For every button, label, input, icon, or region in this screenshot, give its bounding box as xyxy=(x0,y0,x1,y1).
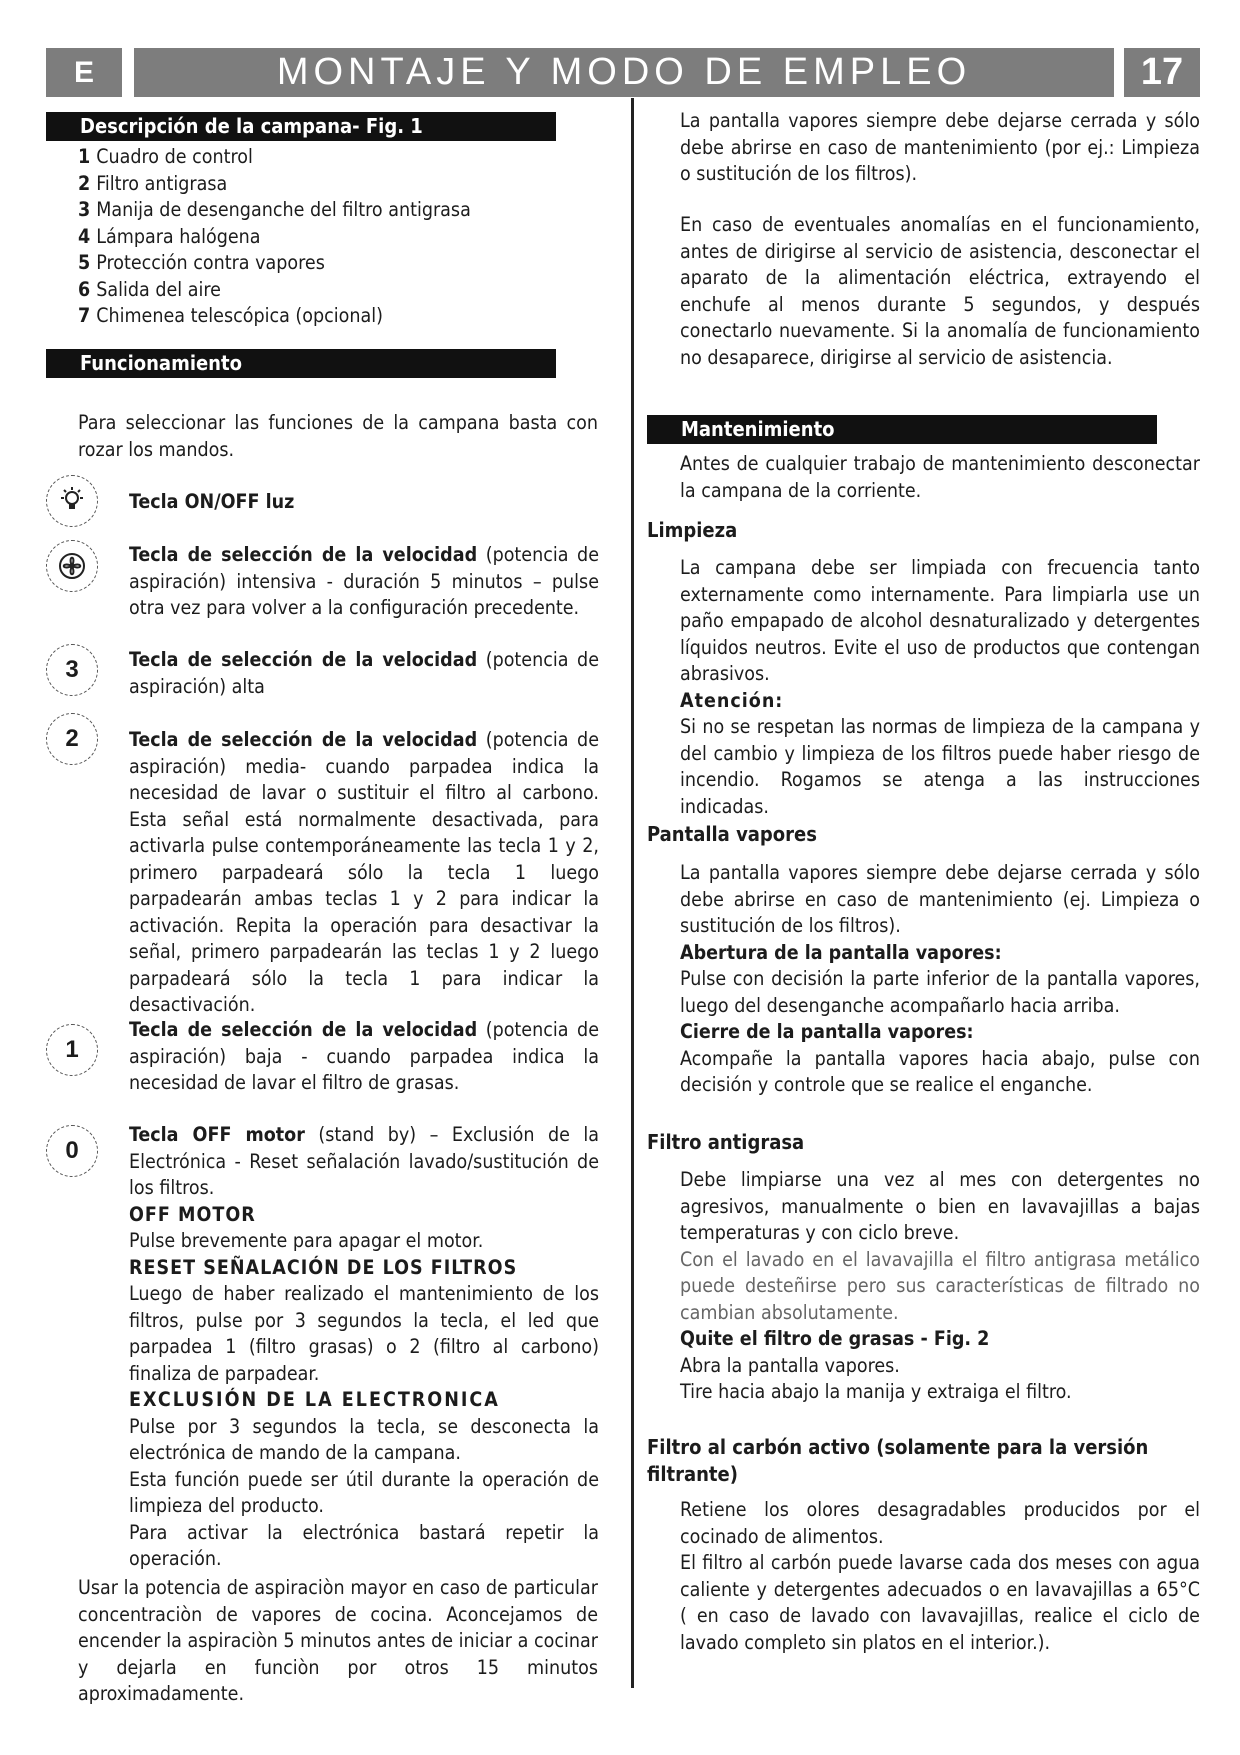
maint-text: Antes de cualquier trabajo de mantenimiento desconectar la campana de la corriente. xyxy=(680,452,1200,502)
list-item: 6 Salida del aire xyxy=(78,277,221,301)
list-item: 7 Chimenea telescópica (opcional) xyxy=(78,304,383,327)
anomalia-note: En caso de eventuales anomalías en el funcionamiento, antes de dirigirse al servicio de asistencia, desconectar el aparato de la alimentación eléctrica, extrayendo el enchufe al menos durante 5 segundos, y después conectarlo nuevamente. Si la anomalía de funcionamiento no desaparece, dirigirse al servicio de asistencia. xyxy=(680,213,1200,369)
section-bar-descripcion: Descripción de la campana- Fig. 1 xyxy=(46,112,556,141)
limpieza-block xyxy=(680,555,1200,820)
key1-desc: Tecla de selección de la velocidad (potencia de aspiración) baja - cuando parpadea indica la necesidad de lavar el filtro de grasas. xyxy=(129,1018,599,1094)
list-item: 3 Manija de desenganche del filtro antigrasa xyxy=(78,198,471,221)
carbon-text-1: Retiene los olores desagradables producidos por el cocinado de alimentos. xyxy=(680,1498,1200,1548)
limpieza-text: La campana debe ser limpiada con frecuencia tanto externamente como internamente. Para limpiarla use un paño empapado de alcohol desnaturalizado y detergentes líquidos neutros. Evite el uso de productos que contengan abrasivos. xyxy=(680,556,1200,685)
parts-list xyxy=(78,144,578,330)
column-divider xyxy=(631,98,634,1688)
filtro-text-2: Con el lavado en el lavavajilla el filtro antigrasa metálico puede desteñirse pero sus características de filtrado no cambian absolutamente. xyxy=(680,1247,1200,1324)
exclusion-text-3: Para activar la electrónica bastará repetir la operación. xyxy=(129,1520,599,1570)
exclusion-text-1: Pulse por 3 segundos la tecla, se desconecta la electrónica de mando de la campana. xyxy=(129,1414,599,1464)
speed-2-icon: 2 xyxy=(46,713,98,765)
key0-block xyxy=(129,1122,599,1573)
fan-icon xyxy=(46,540,98,592)
carbon-text-2: El filtro al carbón puede lavarse cada dos meses con agua caliente y detergentes adecuados o en lavavajillas a 65°C ( en caso de lavado con lavavajillas, realice el ciclo de lavado completo sin platos en el interior.). xyxy=(680,1551,1200,1654)
closing-paragraph: Usar la potencia de aspiraciòn mayor en caso de particular concentraciòn de vapores de cocina. Aconcejamos de encender la aspiraciòn 5 minutos antes de iniciar a cocinar y dejarla en funciòn por otros 15 minutos aproximadamente. xyxy=(78,1576,598,1705)
reset-text: Luego de haber realizado el mantenimiento de los filtros, pulse por 3 segundos la tecla, el led que parpadea 1 (filtro grasas) o 2 (filtro al carbono) finaliza de parpadear. xyxy=(129,1282,599,1385)
section-bar-funcionamiento: Funcionamiento xyxy=(46,349,556,378)
key-intensive-desc: Tecla de selección de la velocidad (potencia de aspiración) intensiva - duración 5 minutos – pulse otra vez para volver a la configuración precedente. xyxy=(129,543,599,619)
quite-text-2: Tire hacia abajo la manija y extraiga el filtro. xyxy=(680,1380,1072,1403)
key3-desc: Tecla de selección de la velocidad (potencia de aspiración) alta xyxy=(129,648,599,698)
speed-1-icon: 1 xyxy=(46,1024,98,1076)
pantalla-block xyxy=(680,860,1200,1099)
key-light-title: Tecla ON/OFF luz xyxy=(129,490,295,513)
language-badge: E xyxy=(46,48,122,97)
func-intro: Para seleccionar las funciones de la campana basta con rozar los mandos. xyxy=(78,411,598,461)
speed-0-icon: 0 xyxy=(46,1125,98,1177)
carbon-block xyxy=(680,1497,1200,1656)
list-item: 1 Cuadro de control xyxy=(78,145,253,168)
abertura-text: Pulse con decisión la parte inferior de la pantalla vapores, luego del desenganche acompañarlo hacia arriba. xyxy=(680,967,1200,1017)
reset-title: RESET SEÑALACIÓN DE LOS FILTROS xyxy=(129,1255,518,1279)
atencion-text: Si no se respetan las normas de limpieza de la campana y del cambio y limpieza de los filtros puede haber riesgo de incendio. Rogamos se atenga a las instrucciones indicadas. xyxy=(680,715,1200,818)
pantalla-text: La pantalla vapores siempre debe dejarse cerrada y sólo debe abrirse en caso de mantenimiento (ej. Limpieza o sustitución de los filtros). xyxy=(680,861,1200,937)
off-motor-text: Pulse brevemente para apagar el motor. xyxy=(129,1229,484,1252)
filtro-heading: Filtro antigrasa xyxy=(647,1130,805,1154)
filtro-block xyxy=(680,1167,1200,1406)
quite-title: Quite el filtro de grasas - Fig. 2 xyxy=(680,1327,990,1350)
page-number: 17 xyxy=(1124,48,1200,97)
carbon-heading: Filtro al carbón activo (solamente para la versión filtrante) xyxy=(647,1435,1149,1486)
list-item: 4 Lámpara halógena xyxy=(78,224,261,248)
atencion-title: Atención: xyxy=(680,688,784,712)
speed-3-icon: 3 xyxy=(46,644,98,696)
pantalla-heading: Pantalla vapores xyxy=(647,822,817,846)
off-motor-title: OFF MOTOR xyxy=(129,1202,256,1226)
cierre-title: Cierre de la pantalla vapores: xyxy=(680,1020,974,1043)
pantalla-note: La pantalla vapores siempre debe dejarse cerrada y sólo debe abrirse en caso de mantenimiento (por ej.: Limpieza o sustitución de los filtros). xyxy=(680,109,1200,185)
lightbulb-icon xyxy=(46,475,98,527)
filtro-text-1: Debe limpiarse una vez al mes con detergentes no agresivos, manualmente o bien en lavavajillas a bajas temperaturas y con ciclo breve. xyxy=(680,1168,1200,1244)
list-item: 2 Filtro antigrasa xyxy=(78,171,228,195)
cierre-text: Acompañe la pantalla vapores hacia abajo, pulse con decisión y controle que se realice el enganche. xyxy=(680,1046,1200,1096)
key2-desc: Tecla de selección de la velocidad (potencia de aspiración) media- cuando parpadea indica la necesidad de lavar o sustituir el filtro al carbono. Esta señal está normalmente desactivada, para activarla pulse contemporáneamente las tecla 1 y 2, primero parpadeará sólo la tecla 1 luego parpadearán ambas teclas 1 y 2 para indicar la activación. Repita la operación para desactivar la señal, primero parpadearán las teclas 1 y 2 luego parpadeará sólo la tecla 1 para indicar la desactivación. xyxy=(129,728,599,1016)
page-title: MONTAJE Y MODO DE EMPLEO xyxy=(134,48,1114,97)
exclusion-title: EXCLUSIÓN DE LA ELECTRONICA xyxy=(129,1388,500,1411)
list-item: 5 Protección contra vapores xyxy=(78,251,325,274)
exclusion-text-2: Esta función puede ser útil durante la operación de limpieza del producto. xyxy=(129,1467,599,1517)
quite-text-1: Abra la pantalla vapores. xyxy=(680,1353,900,1377)
abertura-title: Abertura de la pantalla vapores: xyxy=(680,940,1002,964)
limpieza-heading: Limpieza xyxy=(647,518,738,542)
key0-desc: Tecla OFF motor (stand by) – Exclusión de la Electrónica - Reset señalación lavado/sustitución de los filtros. xyxy=(129,1123,600,1199)
section-bar-mantenimiento: Mantenimiento xyxy=(647,415,1157,444)
